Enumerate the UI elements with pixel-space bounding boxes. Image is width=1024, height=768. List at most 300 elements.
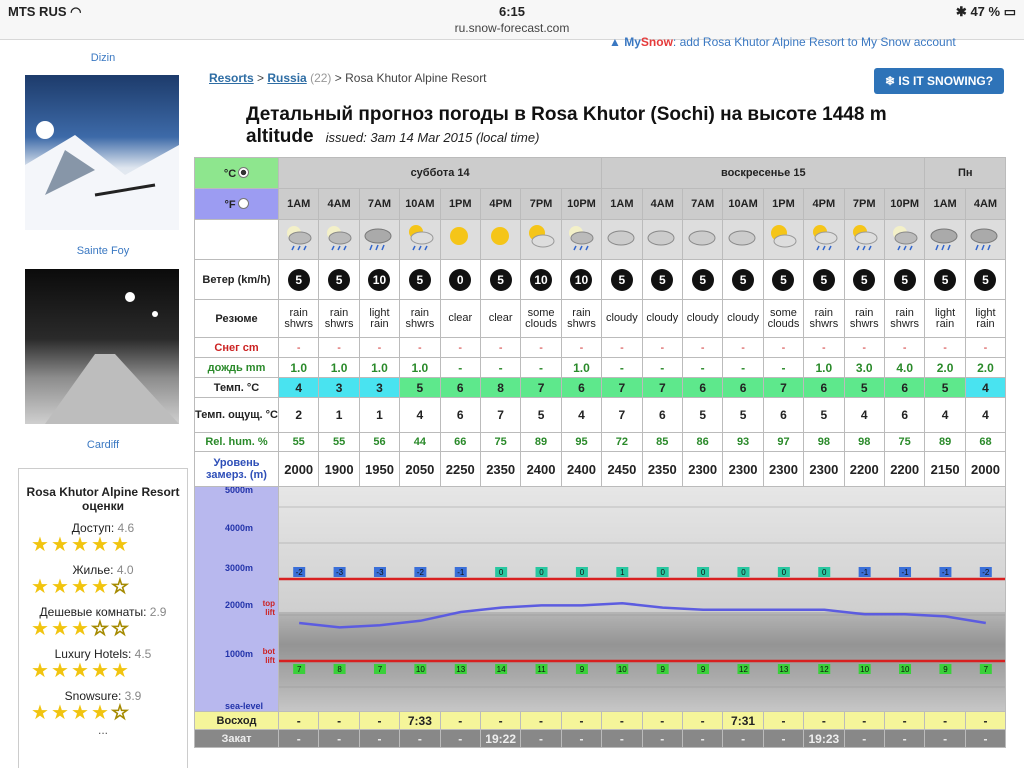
top-temp-label: -2 <box>416 568 424 577</box>
rain-cell: - <box>682 358 722 378</box>
feel-cell: 4 <box>561 398 601 433</box>
thumb-label-dizin[interactable]: Dizin <box>90 52 116 64</box>
snow-cell: - <box>844 338 884 358</box>
wind-cell <box>804 260 844 300</box>
wind-cell <box>319 260 359 300</box>
summary-cell: clear <box>480 300 520 338</box>
user-icon: ▲ <box>609 35 621 49</box>
wind-cell <box>642 260 682 300</box>
sunrise-cell: - <box>319 712 359 730</box>
night-cloud-rain-icon <box>884 220 924 260</box>
humidity-cell: 89 <box>521 433 561 452</box>
star-icon: ★ <box>91 576 108 598</box>
hour-header: 7AM <box>682 189 722 220</box>
myshow-link[interactable] <box>609 35 956 49</box>
feel-cell: 1 <box>359 398 399 433</box>
temp-cell: 5 <box>400 378 440 398</box>
star-icon: ☆ <box>111 576 128 598</box>
snow-cell: - <box>279 338 319 358</box>
rating-name: Дешевые комнаты: <box>39 605 150 619</box>
star-icon: ★ <box>71 618 88 640</box>
cloud-icon <box>723 220 763 260</box>
sunrise-cell: - <box>884 712 924 730</box>
radio-on-icon <box>238 167 249 178</box>
bottom-temp-label: 10 <box>900 665 910 674</box>
thumb-label-sainte-foy[interactable]: Sainte Foy <box>76 245 130 257</box>
wind-arrow-icon: 5 <box>853 269 875 291</box>
humidity-cell: 75 <box>480 433 520 452</box>
wind-arrow-icon: 5 <box>894 269 916 291</box>
bluetooth-icon: ✱ <box>955 4 967 19</box>
wind-cell <box>359 260 399 300</box>
sunrise-cell: - <box>682 712 722 730</box>
freezing-level-cell: 2400 <box>561 452 601 487</box>
wind-arrow-icon: 5 <box>288 269 310 291</box>
sunset-cell: - <box>521 730 561 748</box>
summary-cell: rain shwrs <box>400 300 440 338</box>
snow-cell: - <box>763 338 803 358</box>
summary-cell: rain shwrs <box>279 300 319 338</box>
page-title-text: Детальный прогноз погоды в Rosa Khutor (Sochi) на высоте 1448 m altitude <box>246 104 887 147</box>
breadcrumb-country[interactable]: Russia <box>267 71 307 85</box>
day-header: Пн <box>925 158 1006 189</box>
sunrise-cell: - <box>844 712 884 730</box>
star-icon: ☆ <box>111 702 128 724</box>
wind-arrow-icon: 5 <box>813 269 835 291</box>
sunrise-cell: - <box>965 712 1005 730</box>
bottom-temp-label: 10 <box>860 665 870 674</box>
sunset-cell: - <box>400 730 440 748</box>
sunset-cell: - <box>602 730 642 748</box>
rain-cell: 1.0 <box>561 358 601 378</box>
rating-name: Доступ: <box>71 521 118 535</box>
breadcrumb-current: Rosa Khutor Alpine Resort <box>345 71 487 85</box>
bottom-temp-label: 10 <box>617 665 627 674</box>
rain-cell: - <box>440 358 480 378</box>
row-label-rain: дождь mm <box>195 358 279 378</box>
cloud-rain-icon <box>359 220 399 260</box>
temp-cell: 7 <box>642 378 682 398</box>
ratings-more: ... <box>97 723 108 737</box>
freezing-level-cell: 2450 <box>602 452 642 487</box>
resort-photo-dizin[interactable] <box>25 75 179 230</box>
rain-cell: - <box>723 358 763 378</box>
rating-value: 3.9 <box>124 689 142 703</box>
feel-cell: 4 <box>844 398 884 433</box>
night-cloud-rain-icon <box>279 220 319 260</box>
humidity-cell: 55 <box>279 433 319 452</box>
star-icon: ★ <box>31 618 48 640</box>
summary-cell: light rain <box>925 300 965 338</box>
row-label-sunset: Закат <box>195 730 279 748</box>
rating-name: Luxury Hotels: <box>54 647 135 661</box>
star-icon: ★ <box>51 576 68 598</box>
rain-cell: 1.0 <box>804 358 844 378</box>
temp-cell: 6 <box>804 378 844 398</box>
battery-level: 47 % <box>970 4 1001 19</box>
sunset-cell: - <box>359 730 399 748</box>
summary-cell: some clouds <box>763 300 803 338</box>
breadcrumb-count: (22) <box>310 71 332 85</box>
row-label-summary: Резюме <box>195 300 279 338</box>
sunset-cell: - <box>440 730 480 748</box>
rating-name: Snowsure: <box>64 689 125 703</box>
star-icon: ★ <box>51 702 68 724</box>
myshow-prefix: My <box>624 35 641 49</box>
sidebar <box>18 40 188 768</box>
wind-arrow-icon: 10 <box>530 269 552 291</box>
temp-cell: 4 <box>965 378 1005 398</box>
feel-cell: 5 <box>723 398 763 433</box>
star-icon: ★ <box>111 660 128 682</box>
humidity-cell: 98 <box>844 433 884 452</box>
altitude-axis-label: 2000m <box>225 600 254 610</box>
wind-arrow-icon: 10 <box>368 269 390 291</box>
rain-cell: - <box>642 358 682 378</box>
hour-header: 4PM <box>480 189 520 220</box>
sunset-cell: - <box>682 730 722 748</box>
freezing-level-cell: 2200 <box>844 452 884 487</box>
hour-header: 4PM <box>804 189 844 220</box>
night-cloud-rain-icon <box>319 220 359 260</box>
hour-header: 4AM <box>965 189 1005 220</box>
bottom-temp-label: 9 <box>943 665 948 674</box>
star-icon: ★ <box>31 534 48 556</box>
hour-header: 10AM <box>400 189 440 220</box>
unit-celsius-toggle[interactable] <box>195 158 279 189</box>
temp-cell: 6 <box>561 378 601 398</box>
row-label-freezing: Уровень замерз. (m) <box>195 452 279 487</box>
rain-cell: 1.0 <box>319 358 359 378</box>
sunrise-cell: - <box>480 712 520 730</box>
hour-header: 4AM <box>642 189 682 220</box>
wind-cell <box>561 260 601 300</box>
is-it-snowing-label: IS IT SNOWING? <box>898 74 994 88</box>
humidity-cell: 66 <box>440 433 480 452</box>
bottom-lift-label: bot lift <box>262 647 275 665</box>
unit-fahrenheit-label: °F <box>224 198 236 211</box>
bottom-temp-label: 7 <box>983 665 989 674</box>
temp-cell: 6 <box>682 378 722 398</box>
humidity-cell: 95 <box>561 433 601 452</box>
sunset-cell: - <box>723 730 763 748</box>
breadcrumb-resorts[interactable]: Resorts <box>209 71 254 85</box>
resort-photo-sainte-foy[interactable] <box>25 269 179 424</box>
star-icon: ★ <box>51 660 68 682</box>
feel-cell: 5 <box>682 398 722 433</box>
snow-cell: - <box>480 338 520 358</box>
freezing-level-graph <box>279 487 1006 712</box>
page-title <box>246 104 966 149</box>
star-icon: ★ <box>71 660 88 682</box>
wind-cell <box>844 260 884 300</box>
rain-cell: 1.0 <box>359 358 399 378</box>
freezing-level-cell: 2200 <box>884 452 924 487</box>
rating-label <box>19 521 187 535</box>
humidity-cell: 85 <box>642 433 682 452</box>
unit-celsius-label: °C <box>223 167 237 180</box>
summary-cell: some clouds <box>521 300 561 338</box>
rating-label <box>19 605 187 619</box>
rain-cell: - <box>763 358 803 378</box>
feel-cell: 7 <box>480 398 520 433</box>
rain-cell: 4.0 <box>884 358 924 378</box>
is-it-snowing-button[interactable] <box>874 68 1004 94</box>
bottom-temp-label: 12 <box>819 665 829 674</box>
wind-cell <box>925 260 965 300</box>
snow-cell: - <box>884 338 924 358</box>
cloud-rain-icon <box>925 220 965 260</box>
star-icon: ☆ <box>91 618 108 640</box>
humidity-cell: 93 <box>723 433 763 452</box>
bottom-temp-label: 9 <box>660 665 665 674</box>
wind-arrow-icon: 5 <box>328 269 350 291</box>
temp-cell: 3 <box>319 378 359 398</box>
wind-cell <box>884 260 924 300</box>
row-label-humidity: Rel. hum. % <box>195 433 279 452</box>
top-temp-label: -2 <box>295 568 303 577</box>
wind-arrow-icon: 5 <box>409 269 431 291</box>
sunrise-cell: - <box>804 712 844 730</box>
rating-label <box>19 647 187 661</box>
star-icon: ★ <box>71 702 88 724</box>
feel-cell: 6 <box>642 398 682 433</box>
sunrise-cell: 7:31 <box>723 712 763 730</box>
wind-cell <box>521 260 561 300</box>
snowflake-icon: ❄ <box>884 74 896 88</box>
freezing-level-cell: 2300 <box>804 452 844 487</box>
freezing-level-cell: 2350 <box>642 452 682 487</box>
star-icon: ★ <box>31 576 48 598</box>
myshow-brand: Snow <box>640 35 673 49</box>
bottom-temp-label: 10 <box>415 665 425 674</box>
hour-header: 7AM <box>359 189 399 220</box>
top-temp-label: -1 <box>457 568 465 577</box>
sun-cloud-rain-icon <box>844 220 884 260</box>
weather-icon-rowlabel <box>195 220 279 260</box>
temp-cell: 7 <box>602 378 642 398</box>
hour-header: 1AM <box>602 189 642 220</box>
star-icon: ★ <box>51 534 68 556</box>
rain-cell: 3.0 <box>844 358 884 378</box>
rating-label <box>19 563 187 577</box>
rain-cell: - <box>480 358 520 378</box>
sunrise-cell: - <box>602 712 642 730</box>
wind-arrow-icon: 5 <box>732 269 754 291</box>
wind-arrow-icon: 5 <box>490 269 512 291</box>
snow-cell: - <box>682 338 722 358</box>
wind-arrow-icon: 0 <box>449 269 471 291</box>
altitude-axis-label: 5000m <box>225 486 254 495</box>
altitude-axis-label: 4000m <box>225 523 254 533</box>
url-bar[interactable]: ru.snow-forecast.com <box>454 21 570 35</box>
top-temp-label: -3 <box>336 568 344 577</box>
issued-time: issued: 3am 14 Mar 2015 (local time) <box>325 130 540 145</box>
cloud-icon <box>642 220 682 260</box>
top-temp-label: 0 <box>498 568 504 577</box>
freezing-level-cell: 2300 <box>763 452 803 487</box>
day-header: воскресенье 15 <box>602 158 925 189</box>
freezing-level-cell: 2300 <box>723 452 763 487</box>
sunrise-cell: - <box>359 712 399 730</box>
bottom-temp-label: 7 <box>296 665 302 674</box>
rain-cell: 2.0 <box>925 358 965 378</box>
rain-cell: - <box>602 358 642 378</box>
sun-cloud-icon <box>763 220 803 260</box>
top-temp-label: -1 <box>861 568 869 577</box>
clock: 6:15 <box>498 4 526 19</box>
sunset-cell: - <box>642 730 682 748</box>
row-label-temp: Темп. °C <box>195 378 279 398</box>
bottom-temp-label: 14 <box>496 665 506 674</box>
bottom-temp-label: 11 <box>537 665 546 674</box>
hour-header: 10PM <box>884 189 924 220</box>
sunrise-cell: - <box>642 712 682 730</box>
snow-cell: - <box>561 338 601 358</box>
humidity-cell: 68 <box>965 433 1005 452</box>
feel-cell: 4 <box>925 398 965 433</box>
bottom-temp-label: 13 <box>456 665 466 674</box>
bottom-temp-label: 12 <box>739 665 748 674</box>
sunrise-cell: - <box>279 712 319 730</box>
freezing-level-cell: 2250 <box>440 452 480 487</box>
summary-cell: cloudy <box>723 300 763 338</box>
star-icon: ★ <box>111 534 128 556</box>
top-temp-label: 0 <box>822 568 827 577</box>
top-temp-label: 0 <box>781 568 787 577</box>
top-lift-label: top lift <box>262 599 275 617</box>
sunset-cell: - <box>763 730 803 748</box>
freezing-level-cell: 2350 <box>480 452 520 487</box>
hour-header: 10AM <box>723 189 763 220</box>
feel-cell: 6 <box>763 398 803 433</box>
rating-stars <box>31 535 187 555</box>
top-temp-label: -2 <box>982 568 990 577</box>
hour-header: 1AM <box>925 189 965 220</box>
snow-cell: - <box>723 338 763 358</box>
cloud-icon <box>602 220 642 260</box>
star-icon: ★ <box>91 702 108 724</box>
wind-cell <box>682 260 722 300</box>
breadcrumb: Resorts > Russia (22) > Rosa Khutor Alpine Resort <box>209 71 487 85</box>
wind-cell <box>480 260 520 300</box>
sun-icon <box>440 220 480 260</box>
radio-off-icon <box>238 198 249 209</box>
summary-cell: light rain <box>359 300 399 338</box>
rating-stars <box>31 703 187 723</box>
sun-cloud-rain-icon <box>804 220 844 260</box>
top-temp-label: 0 <box>700 568 706 577</box>
freezing-level-cell: 2000 <box>279 452 319 487</box>
humidity-cell: 98 <box>804 433 844 452</box>
feel-cell: 6 <box>884 398 924 433</box>
hour-header: 4AM <box>319 189 359 220</box>
wifi-icon: ◠ <box>70 4 82 19</box>
rating-stars <box>31 661 187 681</box>
temp-cell: 6 <box>723 378 763 398</box>
summary-cell: rain shwrs <box>319 300 359 338</box>
hour-header: 1PM <box>763 189 803 220</box>
summary-cell: cloudy <box>682 300 722 338</box>
summary-cell: light rain <box>965 300 1005 338</box>
hour-header: 7PM <box>844 189 884 220</box>
altitude-axis-label: 3000m <box>225 563 254 573</box>
temp-cell: 3 <box>359 378 399 398</box>
rating-stars <box>31 619 187 639</box>
summary-cell: clear <box>440 300 480 338</box>
wind-cell <box>602 260 642 300</box>
night-cloud-rain-icon <box>561 220 601 260</box>
snow-cell: - <box>400 338 440 358</box>
star-icon: ★ <box>31 702 48 724</box>
humidity-cell: 86 <box>682 433 722 452</box>
humidity-cell: 55 <box>319 433 359 452</box>
summary-cell: rain shwrs <box>561 300 601 338</box>
rain-cell: 1.0 <box>279 358 319 378</box>
wind-arrow-icon: 10 <box>570 269 592 291</box>
humidity-cell: 56 <box>359 433 399 452</box>
sun-cloud-rain-icon <box>400 220 440 260</box>
snow-cell: - <box>642 338 682 358</box>
feel-cell: 6 <box>440 398 480 433</box>
altitude-axis-label: sea-level <box>225 701 264 711</box>
feel-cell: 5 <box>804 398 844 433</box>
sunrise-cell: - <box>521 712 561 730</box>
sunset-cell: - <box>965 730 1005 748</box>
wind-arrow-icon: 5 <box>692 269 714 291</box>
sunset-cell: 19:22 <box>480 730 520 748</box>
humidity-cell: 89 <box>925 433 965 452</box>
bottom-temp-label: 8 <box>337 665 342 674</box>
wind-arrow-icon: 5 <box>772 269 794 291</box>
wind-cell <box>400 260 440 300</box>
sunset-cell: - <box>844 730 884 748</box>
humidity-cell: 75 <box>884 433 924 452</box>
bottom-temp-label: 7 <box>377 665 383 674</box>
carrier: MTS RUS <box>8 4 67 19</box>
unit-fahrenheit-toggle[interactable] <box>195 189 279 220</box>
humidity-cell: 97 <box>763 433 803 452</box>
top-temp-label: -1 <box>901 568 909 577</box>
sunrise-cell: - <box>561 712 601 730</box>
summary-cell: cloudy <box>602 300 642 338</box>
sunset-cell: - <box>884 730 924 748</box>
wind-cell <box>440 260 480 300</box>
row-label-feel: Темп. ощущ. °C <box>195 398 279 433</box>
wind-cell <box>965 260 1005 300</box>
star-icon: ☆ <box>111 618 128 640</box>
thumb-label-cardiff[interactable]: Cardiff <box>86 439 120 451</box>
wind-arrow-icon: 5 <box>651 269 673 291</box>
myshow-text: : add Rosa Khutor Alpine Resort to My Snow account <box>672 35 956 49</box>
star-icon: ★ <box>31 660 48 682</box>
top-temp-label: 0 <box>579 568 585 577</box>
star-icon: ★ <box>91 534 108 556</box>
rain-cell: 2.0 <box>965 358 1005 378</box>
rain-cell: - <box>521 358 561 378</box>
day-header: суббота 14 <box>279 158 602 189</box>
sunrise-cell: 7:33 <box>400 712 440 730</box>
top-temp-label: 1 <box>620 568 625 577</box>
sunset-cell: - <box>561 730 601 748</box>
freezing-level-cell: 2400 <box>521 452 561 487</box>
wind-arrow-icon: 5 <box>974 269 996 291</box>
top-temp-label: 0 <box>539 568 544 577</box>
hour-header: 1PM <box>440 189 480 220</box>
feel-cell: 1 <box>319 398 359 433</box>
snow-cell: - <box>440 338 480 358</box>
bottom-temp-label: 9 <box>700 665 706 674</box>
